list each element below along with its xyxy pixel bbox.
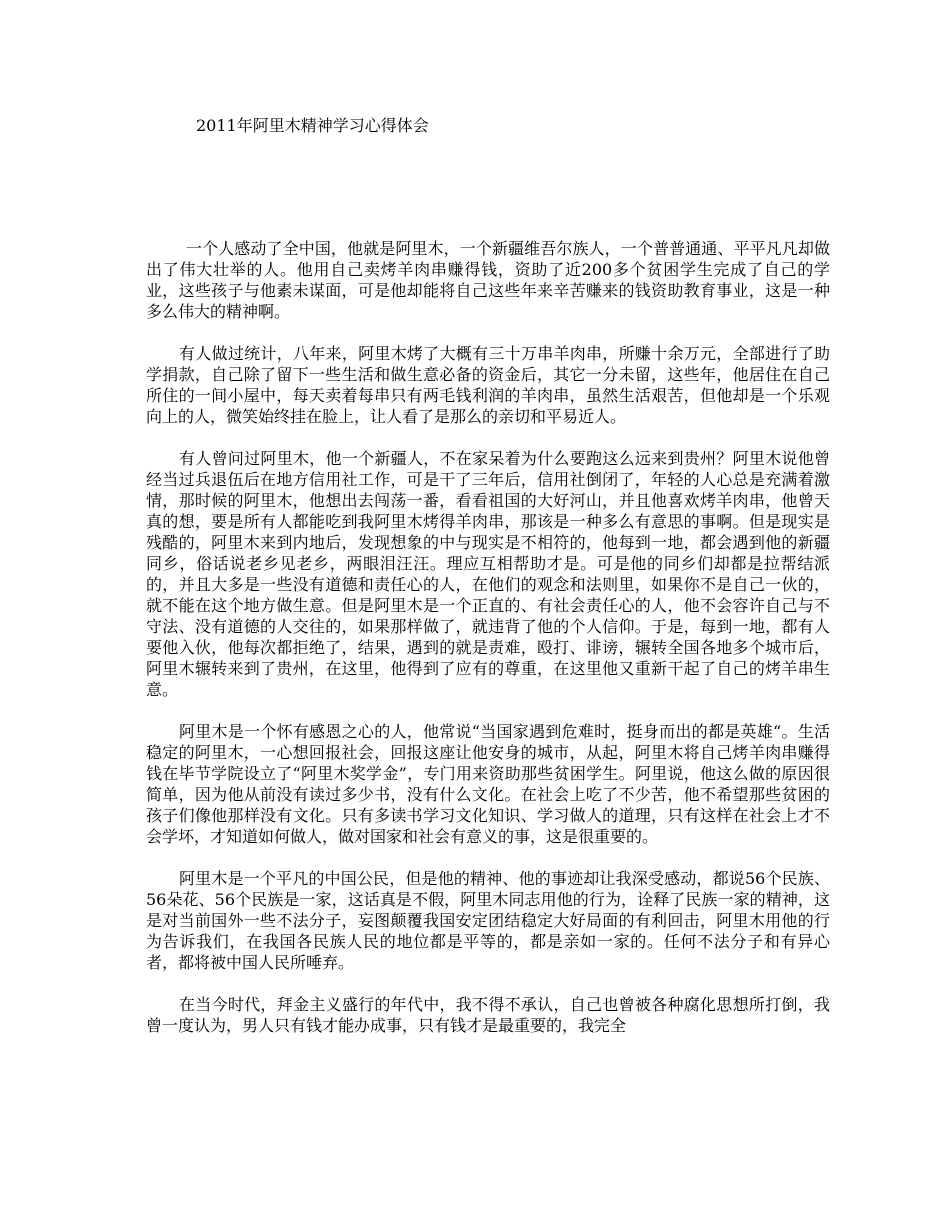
paragraph-3: 有人曾问过阿里木，他一个新疆人，不在家呆着为什么要跑这么远来到贵州？阿里木说他曾经当过兵退伍后在地方信用社工作，可是干了三年后，信用社倒闭了，年轻的人心总是充满着激情，那时候的阿里木，他想出去闯荡一番，看看祖国的大好河山，并且他喜欢烤羊肉串，他曾天真的想，要是所有人都能吃到我阿里木烤得羊肉串，那该是一种多么有意思的事啊。但是现实是残酷的，阿里木来到内地后，发现想象的中与现实是不相符的，他每到一地，都会遇到他的新疆同乡，俗话说老乡见老乡，两眼泪汪汪。理应互相帮助才是。可是他的同乡们却都是拉帮结派的，并且大多是一些没有道德和责任心的人，在他们的观念和法则里，如果你不是自己一伙的，就不能在这个地方做生意。但是阿里木是一个正直的、有社会责任心的人，他不会容许自己与不守法、没有道德的人交往的，如果那样做了，就违背了他的个人信仰。于是，每到一地，都有人要他入伙，他每次都拒绝了，结果，遇到的就是责难，殴打、诽谤，辗转全国各地多个城市后，阿里木辗转来到了贵州，在这里，他得到了应有的尊重，在这里他又重新干起了自己的烤羊串生意。 [146,449,830,699]
paragraph-1: 一个人感动了全中国，他就是阿里木，一个新疆维吾尔族人，一个普普通通、平平凡凡却做出了伟大壮举的人。他用自己卖烤羊肉串赚得钱，资助了近200多个贫困学生完成了自己的学业，这些孩子与他素未谋面，可是他却能将自己这些年来辛苦赚来的钱资助教育事业，这是一种多么伟大的精神啊。 [146,239,830,321]
paragraph-4: 阿里木是一个怀有感恩之心的人，他常说“当国家遇到危难时，挺身而出的都是英雄“。生活稳定的阿里木，一心想回报社会，回报这座让他安身的城市，从起，阿里木将自己烤羊肉串赚得钱在毕节学院设立了“阿里木奖学金”，专门用来资助那些贫困学生。阿里说，他这么做的原因很简单，因为他从前没有读过多少书，没有什么文化。在社会上吃了不少苦，他不希望那些贫困的孩子们像他那样没有文化。只有多读书学习文化知识、学习做人的道理，只有这样在社会上才不会学坏，才知道如何做人，做对国家和社会有意义的事，这是很重要的。 [146,722,830,846]
paragraph-6: 在当今时代，拜金主义盛行的年代中，我不得不承认，自己也曾被各种腐化思想所打倒，我曾一度认为，男人只有钱才能办成事，只有钱才是最重要的，我完全 [146,995,830,1035]
document-body [146,238,830,1057]
paragraph-5: 阿里木是一个平凡的中国公民，但是他的精神、他的事迹却让我深受感动，都说56个民族、56朵花、56个民族是一家，这话真是不假，阿里木同志用他的行为，诠释了民族一家的精神，这是对当前国外一些不法分子，妄图颠覆我国安定团结稳定大好局面的有利回击，阿里木用他的行为告诉我们，在我国各民族人民的地位都是平等的，都是亲如一家的。任何不法分子和有异心者，都将被中国人民所唾弃。 [146,869,830,972]
paragraph-2: 有人做过统计，八年来，阿里木烤了大概有三十万串羊肉串，所赚十余万元，全部进行了助学捐款，自己除了留下一些生活和做生意必备的资金后，其它一分未留，这些年，他居住在自己所住的一间小屋中，每天卖着每串只有两毛钱利润的羊肉串，虽然生活艰苦，但他却是一个乐观向上的人，微笑始终挂在脸上，让人看了是那么的亲切和平易近人。 [146,344,830,426]
document-title: 2011年阿里木精神学习心得体会 [196,116,429,135]
